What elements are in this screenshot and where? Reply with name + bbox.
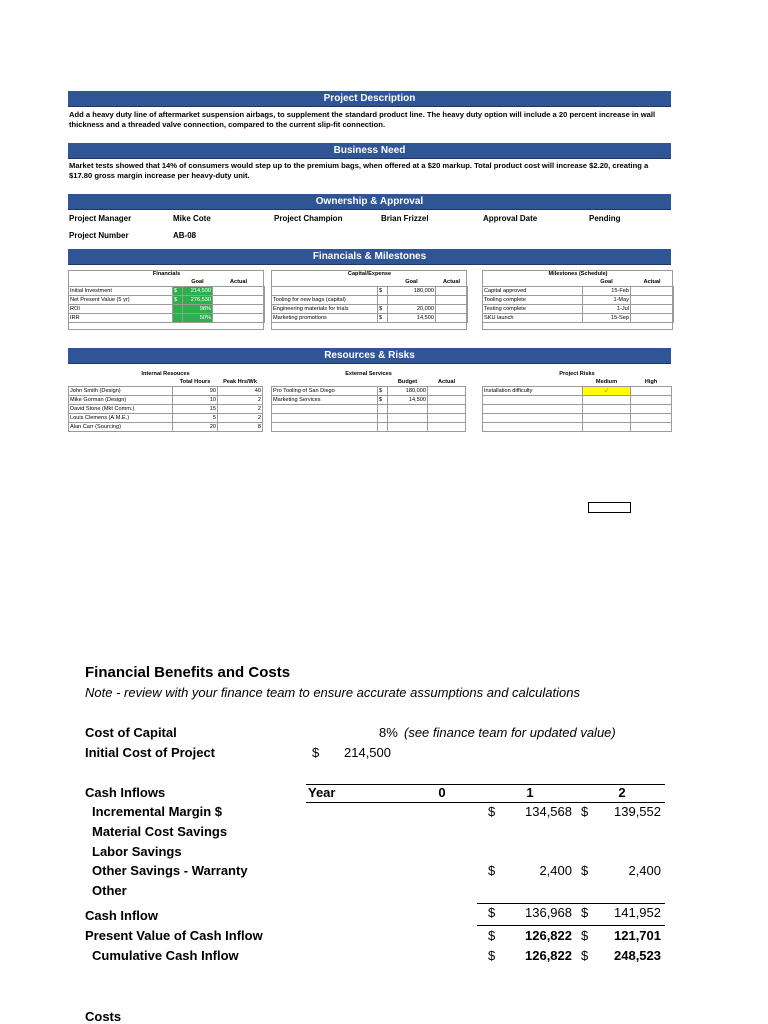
inflow-y2-currency: $ <box>581 863 589 878</box>
cash-inflow-label: Cash Inflow <box>85 908 158 923</box>
table-row <box>272 287 468 296</box>
capital-goal-value <box>388 296 436 305</box>
milestones-table <box>482 270 674 323</box>
business-need-header: Business Need <box>68 143 671 159</box>
resource-peak: 2 <box>218 396 263 405</box>
table-row <box>272 423 466 432</box>
currency-symbol <box>173 305 183 314</box>
table-row <box>69 287 265 296</box>
table-row <box>483 314 674 323</box>
pv-inflow-y2-value: 121,701 <box>614 928 661 943</box>
cumulative-inflow-y1-value: 126,822 <box>525 948 572 963</box>
pv-inflow-y1-value: 126,822 <box>525 928 572 943</box>
year-0: 0 <box>438 785 446 800</box>
cumulative-inflow-y2-value: 248,523 <box>614 948 661 963</box>
capital-row-label: Engineering materials for trials <box>272 305 378 314</box>
selected-cell[interactable] <box>588 502 631 513</box>
capital-goal-header: Goal <box>405 279 418 285</box>
inflow-y1-currency: $ <box>488 804 496 819</box>
resource-hours: 5 <box>173 414 218 423</box>
milestone-goal: 1-May <box>583 296 631 305</box>
financials-title: Financials <box>152 271 181 277</box>
inflow-row-label: Labor Savings <box>92 844 182 859</box>
project-number-value: AB-08 <box>173 231 197 240</box>
table-row <box>483 387 672 396</box>
service-name: Marketing Services <box>272 396 378 405</box>
peak-hours-header: Peak Hrs/Wk <box>223 379 257 385</box>
costs-label: Costs <box>85 1009 122 1024</box>
currency-symbol <box>173 314 183 323</box>
cumulative-inflow-y2-currency: $ <box>581 948 589 963</box>
approval-date-value: Pending <box>589 214 621 223</box>
service-budget: 14,500 <box>388 396 428 405</box>
year-2: 2 <box>618 785 626 800</box>
financials-goal-header: Goal <box>191 279 204 285</box>
table-row <box>272 396 466 405</box>
service-actual <box>428 387 466 396</box>
high-header: High <box>644 379 658 385</box>
capital-goal-value: 14,500 <box>388 314 436 323</box>
financials-milestones-header: Financials & Milestones <box>68 249 671 265</box>
table-row <box>69 396 263 405</box>
milestone-actual <box>631 296 674 305</box>
table-row <box>272 305 468 314</box>
currency-symbol: $ <box>378 387 388 396</box>
resource-peak: 2 <box>218 405 263 414</box>
risk-label: Installation difficulty <box>483 387 583 396</box>
project-manager-value: Mike Cote <box>173 214 211 223</box>
service-budget: 180,000 <box>388 387 428 396</box>
milestone-actual <box>631 314 674 323</box>
pv-inflow-label: Present Value of Cash Inflow <box>85 928 263 943</box>
year-header-bottom-rule <box>306 802 665 803</box>
resource-hours: 20 <box>173 423 218 432</box>
table-row <box>483 405 672 414</box>
milestones-goal-header: Goal <box>600 279 613 285</box>
table-row <box>69 305 265 314</box>
milestone-goal: 1-Jul <box>583 305 631 314</box>
external-title: External Services <box>345 371 392 377</box>
milestones-actual-header: Actual <box>643 279 661 285</box>
financials-goal-value: 50% <box>183 314 213 323</box>
milestone-goal: 15-Feb <box>583 287 631 296</box>
table-row <box>483 305 674 314</box>
inflow-y2-value: 139,552 <box>614 804 661 819</box>
inflow-row-label: Material Cost Savings <box>92 824 228 839</box>
initial-cost-label: Initial Cost of Project <box>85 745 216 760</box>
project-number-label: Project Number <box>69 231 129 240</box>
check-icon: ✓ <box>583 387 631 396</box>
capital-goal-value: 20,000 <box>388 305 436 314</box>
currency-symbol: $ <box>173 287 183 296</box>
resource-name: David Stone (Mkt Comm.) <box>69 405 173 414</box>
cash-inflow-y2-currency: $ <box>581 905 589 920</box>
capital-goal-value: 180,000 <box>388 287 436 296</box>
cash-inflow-y1-value: 136,968 <box>525 905 572 920</box>
inflow-y2-currency: $ <box>581 804 589 819</box>
table-row <box>69 296 265 305</box>
resource-name: Mike Gorman (Design) <box>69 396 173 405</box>
financials-row-label: Initial Investment <box>69 287 173 296</box>
resource-name: John Smith (Design) <box>69 387 173 396</box>
resource-hours: 10 <box>173 396 218 405</box>
service-actual <box>428 396 466 405</box>
resources-risks-header: Resources & Risks <box>68 348 671 364</box>
table-row <box>483 287 674 296</box>
financials-row-label: Net Present Value (5 yr) <box>69 296 173 305</box>
fbc-note: Note - review with your finance team to ensure accurate assumptions and calculations <box>85 685 580 700</box>
inflow-y1-value: 134,568 <box>525 804 572 819</box>
cash-inflow-bottom-rule <box>477 925 665 926</box>
medium-header: Medium <box>595 379 618 385</box>
table-row <box>69 314 265 323</box>
capital-actual-value <box>436 314 468 323</box>
internal-title: Internal Resouces <box>141 371 190 377</box>
currency-symbol <box>378 296 388 305</box>
financials-goal-value: 276,530 <box>183 296 213 305</box>
year-header: Year <box>308 785 336 800</box>
financials-row-label: ROI <box>69 305 173 314</box>
fbc-title: Financial Benefits and Costs <box>85 664 291 681</box>
project-champion-label: Project Champion <box>274 214 343 223</box>
inflow-y2-value: 2,400 <box>628 863 661 878</box>
capital-row-label: Tooling for new bags (capital) <box>272 296 378 305</box>
inflow-row-label: Incremental Margin $ <box>92 804 223 819</box>
resource-peak: 2 <box>218 414 263 423</box>
inflow-row-label: Other <box>92 883 127 898</box>
currency-symbol: $ <box>378 287 388 296</box>
milestone-label: SKU launch <box>483 314 583 323</box>
initial-cost-value: 214,500 <box>344 745 391 760</box>
cost-of-capital-note: (see finance team for updated value) <box>404 725 616 740</box>
project-risks-table <box>482 370 672 432</box>
table-row <box>272 296 468 305</box>
approval-date-label: Approval Date <box>483 214 538 223</box>
financials-actual-value <box>213 305 265 314</box>
cumulative-inflow-label: Cumulative Cash Inflow <box>92 948 239 963</box>
inflow-y1-value: 2,400 <box>539 863 572 878</box>
table-row <box>272 314 468 323</box>
external-services-table <box>271 370 466 432</box>
table-row <box>483 423 672 432</box>
financials-goal-value: 98% <box>183 305 213 314</box>
cost-of-capital-value: 8% <box>379 725 398 740</box>
capital-row-label: Marketing promotions <box>272 314 378 323</box>
project-description-header: Project Description <box>68 91 671 107</box>
milestone-label: Capital approved <box>483 287 583 296</box>
budget-header: Budget <box>397 379 418 385</box>
ownership-approval-header: Ownership & Approval <box>68 194 671 210</box>
currency-symbol: $ <box>378 305 388 314</box>
capital-actual-header: Actual <box>442 279 461 285</box>
currency-symbol: $ <box>173 296 183 305</box>
project-description-text: Add a heavy duty line of aftermarket suspension airbags, to supplement the standard product line. The heavy duty option will include a 20 percent increase in wall thickness and a threaded valve connection, compared to the current slip-fit connection. <box>69 110 656 129</box>
milestone-goal: 15-Sep <box>583 314 631 323</box>
year-1: 1 <box>526 785 534 800</box>
resource-hours: 90 <box>173 387 218 396</box>
cash-inflow-top-rule <box>477 903 665 904</box>
resource-name: Alan Carr (Sourcing) <box>69 423 173 432</box>
financials-row-label: IRR <box>69 314 173 323</box>
capital-title: Capital/Expense <box>347 271 392 277</box>
project-manager-label: Project Manager <box>69 214 132 223</box>
capital-row-label <box>272 287 378 296</box>
cash-inflow-y2-value: 141,952 <box>614 905 661 920</box>
risks-title: Project Risks <box>559 371 595 377</box>
external-actual-header: Actual <box>437 379 456 385</box>
pv-inflow-y2-currency: $ <box>581 928 589 943</box>
initial-cost-currency: $ <box>312 745 320 760</box>
project-champion-value: Brian Frizzel <box>381 214 429 223</box>
milestone-actual <box>631 305 674 314</box>
financials-goal-value: 214,500 <box>183 287 213 296</box>
financials-actual-value <box>213 314 265 323</box>
table-row <box>69 414 263 423</box>
capital-actual-value <box>436 287 468 296</box>
internal-resources-table <box>68 370 263 432</box>
table-row <box>483 296 674 305</box>
resource-hours: 15 <box>173 405 218 414</box>
resource-peak: 40 <box>218 387 263 396</box>
resource-peak: 8 <box>218 423 263 432</box>
business-need-text: Market tests showed that 14% of consumers would step up to the premium bags, when offered at a $20 markup. Total product cost will increase $2.20, creating a $17.80 gross margin increase per heavy-duty unit. <box>69 161 649 180</box>
capital-actual-value <box>436 305 468 314</box>
cost-of-capital-label: Cost of Capital <box>85 725 177 740</box>
table-row <box>69 405 263 414</box>
service-name: Pro Tooling of San Diego <box>272 387 378 396</box>
capital-actual-value <box>436 296 468 305</box>
milestone-label: Tooling complete <box>483 296 583 305</box>
financials-table <box>68 270 265 323</box>
cumulative-inflow-y1-currency: $ <box>488 948 496 963</box>
table-row <box>272 387 466 396</box>
inflow-y1-currency: $ <box>488 863 496 878</box>
financials-actual-value <box>213 287 265 296</box>
inflow-row-label: Other Savings - Warranty <box>92 863 248 878</box>
cash-inflows-label: Cash Inflows <box>85 785 166 800</box>
financials-actual-value <box>213 296 265 305</box>
total-hours-header: Total Hours <box>179 379 211 385</box>
milestone-actual <box>631 287 674 296</box>
cash-inflow-y1-currency: $ <box>488 905 496 920</box>
table-row <box>272 405 466 414</box>
currency-symbol: $ <box>378 396 388 405</box>
currency-symbol: $ <box>378 314 388 323</box>
table-row <box>272 414 466 423</box>
milestones-title: Milestones (Schedule) <box>548 271 608 277</box>
pv-inflow-y1-currency: $ <box>488 928 496 943</box>
table-row <box>483 396 672 405</box>
financials-actual-header: Actual <box>229 279 248 285</box>
milestone-label: Testing complete <box>483 305 583 314</box>
table-row <box>483 414 672 423</box>
table-row <box>69 423 263 432</box>
capital-expense-table <box>271 270 468 323</box>
table-row <box>69 387 263 396</box>
resource-name: Louis Clemens (A.M.E.) <box>69 414 173 423</box>
